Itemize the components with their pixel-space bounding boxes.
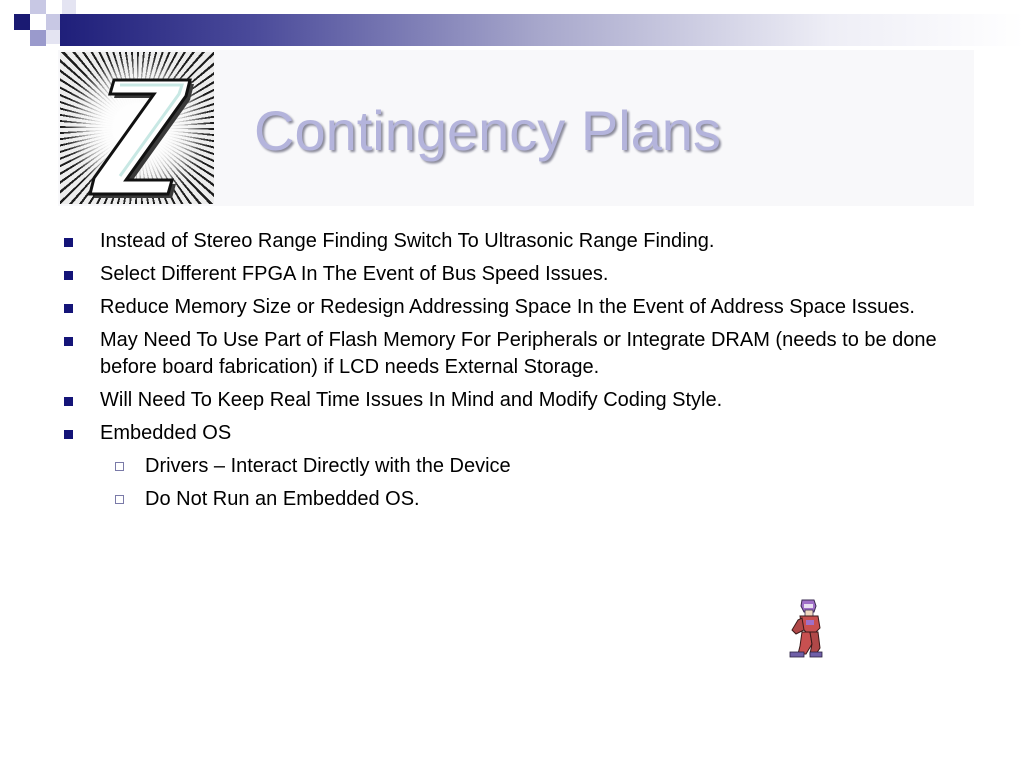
bullet-text: Will Need To Keep Real Time Issues In Mind and Modify Coding Style. [100, 389, 723, 411]
square-bullet-icon [64, 397, 73, 406]
decor-square [30, 0, 46, 14]
bullet-text: Reduce Memory Size or Redesign Addressing Space In the Event of Address Space Issues. [100, 296, 915, 318]
square-bullet-icon [64, 271, 73, 280]
list-item [60, 420, 970, 447]
decor-square [14, 14, 30, 30]
hollow-square-bullet-icon [115, 462, 124, 471]
bullet-list [60, 228, 970, 519]
header-gradient-bar [60, 14, 1024, 46]
square-bullet-icon [64, 430, 73, 439]
list-item [60, 294, 970, 321]
sub-bullet-text: Drivers – Interact Directly with the Device [145, 455, 511, 477]
bullet-text: May Need To Use Part of Flash Memory For Peripherals or Integrate DRAM (needs to be done before board fabrication) if LCD needs External Storage. [100, 329, 937, 378]
bullet-text: Select Different FPGA In The Event of Bus Speed Issues. [100, 263, 609, 285]
robot-character-icon [784, 598, 824, 658]
list-item [60, 261, 970, 288]
square-bullet-icon [64, 238, 73, 247]
bullet-text: Embedded OS [100, 422, 232, 444]
list-item [60, 387, 970, 414]
list-item [60, 327, 970, 381]
bullet-text: Instead of Stereo Range Finding Switch To Ultrasonic Range Finding. [100, 230, 715, 252]
slide-title: Contingency Plans [254, 99, 721, 162]
decor-square [30, 30, 46, 46]
decor-square [46, 30, 60, 44]
decor-square [62, 0, 76, 14]
sub-list-item [60, 453, 970, 480]
hollow-square-bullet-icon [115, 495, 124, 504]
square-bullet-icon [64, 337, 73, 346]
header-decoration [0, 0, 1024, 46]
sub-list-item [60, 486, 970, 513]
z-letter-icon [60, 52, 214, 204]
z-logo-icon [60, 52, 214, 204]
sub-bullet-text: Do Not Run an Embedded OS. [145, 488, 420, 510]
square-bullet-icon [64, 304, 73, 313]
list-item [60, 228, 970, 255]
